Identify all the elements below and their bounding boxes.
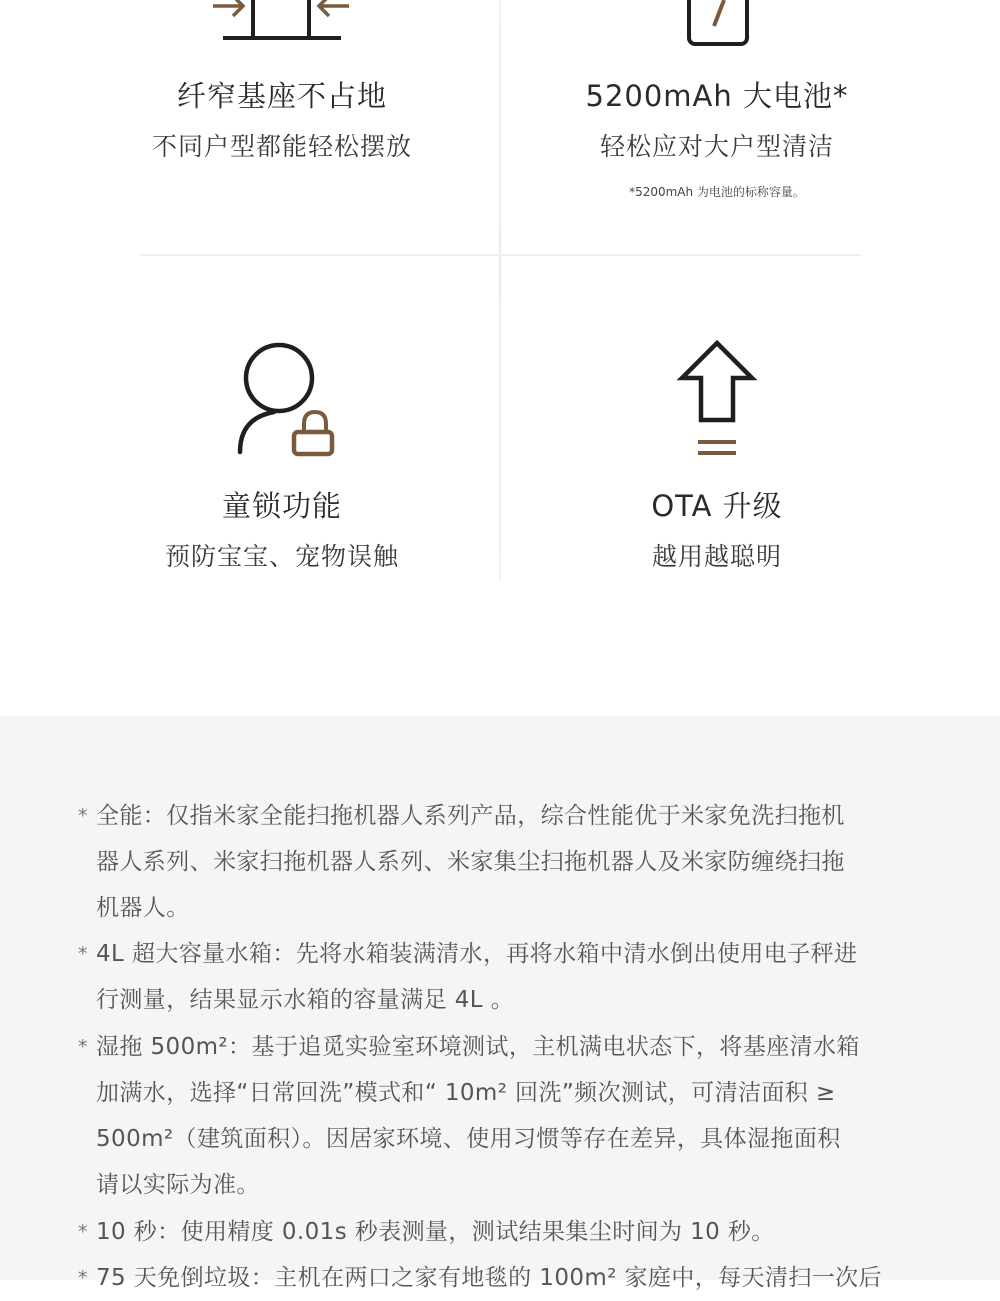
- feature-title: 童锁功能: [221, 489, 342, 523]
- footnotes-section: [0, 716, 1000, 1291]
- feature-ota-upgrade: [467, 484, 967, 573]
- footnote-marker: *: [78, 1036, 88, 1058]
- footnote-water-tank: [78, 931, 918, 1023]
- feature-child-lock: [32, 484, 532, 573]
- footnote-line: 500m²（建筑面积）。因居家环境、使用习惯等存在差异，具体湿拖面积: [96, 1126, 841, 1152]
- horizontal-divider-right: [501, 254, 861, 256]
- footnote-line: 75 天免倒垃圾：主机在两口之家有地毯的 100m² 家庭中，每天清扫一次后: [96, 1265, 882, 1291]
- feature-subtitle: 预防宝宝、宠物误触: [164, 542, 399, 571]
- feature-title: 纤窄基座不占地: [176, 79, 387, 113]
- footnote-all-in-one: [78, 793, 918, 931]
- narrow-base-icon: [205, 0, 355, 46]
- feature-subtitle: 轻松应对大户型清洁: [599, 132, 834, 161]
- feature-subtitle: 越用越聪明: [651, 542, 782, 571]
- footnote-line: 行测量，结果显示水箱的容量满足 4L 。: [96, 987, 515, 1013]
- ota-upgrade-icon: [676, 338, 758, 460]
- battery-capacity-note: *5200mAh 为电池的标称容量。: [629, 185, 805, 199]
- footnote-line: 全能：仅指米家全能扫拖机器人系列产品，综合性能优于米家免洗扫拖机: [96, 803, 845, 829]
- footnote-marker: *: [78, 943, 88, 965]
- footnote-line: 请以实际为准。: [96, 1172, 260, 1198]
- battery-icon: [684, 0, 754, 50]
- feature-title: 5200mAh 大电池*: [585, 79, 849, 113]
- footnote-line: 机器人。: [96, 895, 190, 921]
- footnote-line: 加满水，选择“日常回洗”模式和“ 10m² 回洗”频次测试，可清洁面积 ≥: [96, 1080, 836, 1106]
- footnote-wet-mopping: [78, 1024, 918, 1208]
- footnote-marker: *: [78, 805, 88, 827]
- footnote-75-days: [78, 1255, 918, 1301]
- feature-title: OTA 升级: [651, 489, 783, 523]
- footnote-line: 10 秒：使用精度 0.01s 秒表测量，测试结果集尘时间为 10 秒。: [96, 1219, 775, 1245]
- feature-battery: [467, 74, 967, 200]
- footnote-marker: *: [78, 1267, 88, 1289]
- feature-narrow-base: [32, 74, 532, 163]
- footnote-line: 湿拖 500m²：基于追觅实验室环境测试，主机满电状态下，将基座清水箱: [96, 1034, 860, 1060]
- footnote-marker: *: [78, 1221, 88, 1243]
- feature-subtitle: 不同户型都能轻松摆放: [151, 132, 412, 161]
- footnote-line: 器人系列、米家扫拖机器人系列、米家集尘扫拖机器人及米家防缠绕扫拖: [96, 849, 845, 875]
- footnote-dust-collection: [78, 1209, 918, 1255]
- child-lock-icon: [232, 340, 342, 460]
- horizontal-divider-left: [140, 254, 500, 256]
- footnote-line: 4L 超大容量水箱：先将水箱装满清水，再将水箱中清水倒出使用电子秤进: [96, 941, 858, 967]
